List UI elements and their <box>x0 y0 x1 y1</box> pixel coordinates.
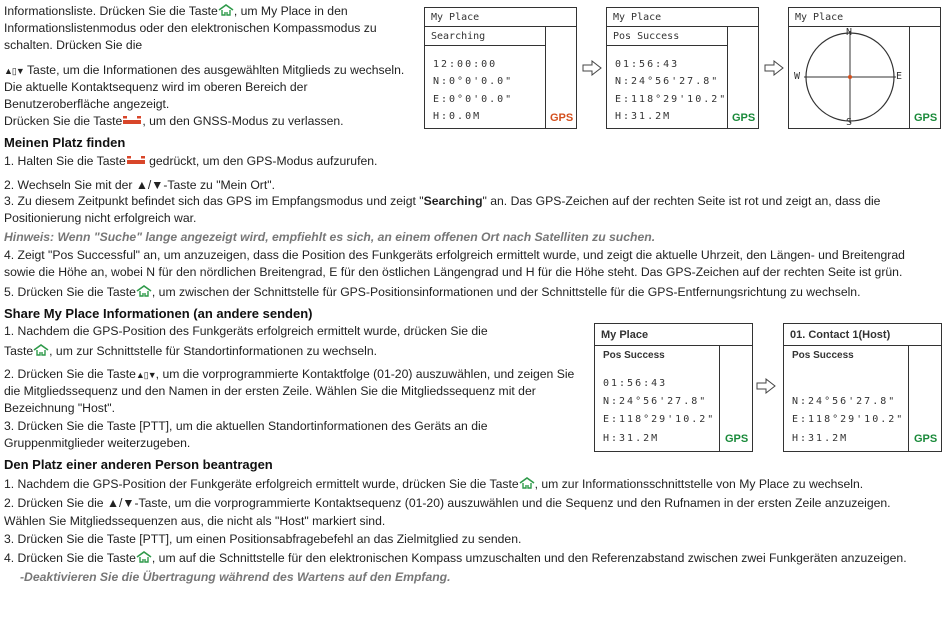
screen-longitude: E:0°0'0.0" <box>433 94 514 105</box>
up-down-key-icon: ▲▯▼ <box>4 66 24 76</box>
sec1-step-4: 4. Zeigt "Pos Successful" an, um anzuzeigen, dass die Position des Funkgeräts erfolgreich ermittelt wurde, und zeigt die aktuelle Uhrzeit, den Längen- und Breitengrad <box>4 248 905 262</box>
sec3-step-2b: Wählen Sie Mitgliedssequenzen aus, die nicht als "Host" markiert sind. <box>4 514 386 528</box>
screen-title: 01. Contact 1(Host) <box>784 324 941 346</box>
arrow-icon <box>764 60 784 76</box>
gps-indicator: GPS <box>725 433 749 445</box>
gps-indicator: GPS <box>550 112 574 124</box>
home-key-icon <box>136 551 152 563</box>
gps-indicator: GPS <box>914 112 938 124</box>
home-key-icon <box>519 477 535 489</box>
compass-south: S <box>846 117 853 128</box>
sec3-step-3: 3. Drücken Sie die Taste [PTT], um einen Positionsabfragebefehl an das Zielmitglied zu senden. <box>4 532 522 546</box>
screen-latitude: N:24°56'27.8" <box>603 396 708 407</box>
screen-time: 12:00:00 <box>433 59 498 70</box>
heading-share-my-place: Share My Place Informationen (an andere senden) <box>4 306 313 321</box>
compass-dial <box>789 27 909 128</box>
intro-line-5: Die aktuelle Kontaktsequenz wird im oberen Bereich der <box>4 80 308 94</box>
sec2-step-3: 3. Drücken Sie die Taste [PTT], um die aktuellen Standortinformationen des Geräts an die <box>4 419 488 433</box>
screen-height: H:31.2M <box>615 111 672 122</box>
sec3-step-2: 2. Drücken Sie die ▲/▼-Taste, um die vorprogrammierte Kontaktsequenz (01-20) auszuwählen und die Sequenz und den Rufnamen in der ersten Zeile anzuzeigen. <box>4 496 891 510</box>
screen-height: H:0.0M <box>433 111 482 122</box>
intro-line-7: Drücken Sie die Taste , um den GNSS-Modus zu verlassen. <box>4 114 344 128</box>
home-key-icon <box>136 285 152 297</box>
screen-time: 01:56:43 <box>603 378 668 389</box>
screen-title: My Place <box>607 8 758 27</box>
screen-latitude: N:0°0'0.0" <box>433 76 514 87</box>
up-down-key-icon: ▲▯▼ <box>135 370 156 380</box>
sec2-step-2b: die Mitgliedssequenz und den Namen in der ersten Zeile. Wählen Sie die Mitgliedssequenz mit der <box>4 384 536 398</box>
screen-title: My Place <box>595 324 752 346</box>
screen-title: My Place <box>425 8 576 27</box>
device-screen-share <box>594 323 753 452</box>
sec2-step-2: 2. Drücken Sie die Taste▲▯▼, um die vorprogrammierte Kontaktfolge (01-20) auszuwählen, und zeigen Sie <box>4 366 574 384</box>
screen-status: Searching <box>425 27 545 46</box>
sec1-step-5: 5. Drücken Sie die Taste , um zwischen der Schnittstelle für GPS-Positionsinformationen und der Schnittstelle für die GPS-Entfernungsrichtung zu wechseln. <box>4 285 861 299</box>
sec1-hint: Hinweis: Wenn "Suche" lange angezeigt wird, empfiehlt es sich, an einem offenen Ort nach Satelliten zu suchen. <box>4 230 656 244</box>
device-screen-compass <box>788 7 941 129</box>
sec2-step-3b: Gruppenmitglieder weiterzugeben. <box>4 436 191 450</box>
screen-time: 01:56:43 <box>615 59 680 70</box>
arrow-icon <box>582 60 602 76</box>
compass-west: W <box>794 71 801 82</box>
screen-height: H:31.2M <box>792 433 849 444</box>
sec1-step-1: 1. Halten Sie die Taste gedrückt, um den GPS-Modus aufzurufen. <box>4 154 378 168</box>
device-screen-searching <box>424 7 577 129</box>
home-key-icon <box>218 4 234 16</box>
screen-height: H:31.2M <box>603 433 660 444</box>
screen-longitude: E:118°29'10.2" <box>792 414 905 425</box>
heading-find-my-place: Meinen Platz finden <box>4 135 126 150</box>
sec3-note: -Deaktivieren Sie die Übertragung während des Wartens auf den Empfang. <box>20 570 451 584</box>
sec1-step-2: 2. Wechseln Sie mit der ▲/▼-Taste zu "Mein Ort". <box>4 178 275 192</box>
exit-key-icon <box>126 155 146 165</box>
screen-status: Pos Success <box>607 27 727 46</box>
arrow-icon <box>756 378 776 394</box>
intro-line-3: schalten. Drücken Sie die <box>4 38 143 52</box>
compass-east: E <box>896 71 903 82</box>
sec2-step-1: 1. Nachdem die GPS-Position des Funkgeräts erfolgreich ermittelt wurde, drücken Sie die <box>4 324 488 338</box>
compass-north: N <box>846 27 853 38</box>
intro-line-2: Informationslistenmodus oder den elektronischen Kompassmodus zu <box>4 21 377 35</box>
exit-key-icon <box>122 115 142 125</box>
sec1-step-4b: sowie die Höhe an, wobei N für den nördlichen Breitengrad, E für den östlichen Längengrad und H für die Höhe steht. Das GPS-Zeichen auf der rechten Seite ist grün. <box>4 265 903 279</box>
sec1-step-3b: Positionierung nicht erfolgreich war. <box>4 211 197 225</box>
screen-longitude: E:118°29'10.2" <box>603 414 716 425</box>
screen-status: Pos Success <box>792 350 854 361</box>
device-screen-pos-success <box>606 7 759 129</box>
home-key-icon <box>33 344 49 356</box>
sec2-step-2c: Bezeichnung "Host". <box>4 401 115 415</box>
sec3-step-4: 4. Drücken Sie die Taste , um auf die Schnittstelle für den elektronischen Kompass umzuschalten und den Referenzabstand zwischen zwei Funkgeräten anzuzeigen. <box>4 551 907 565</box>
heading-request-place: Den Platz einer anderen Person beantragen <box>4 457 273 472</box>
gps-indicator: GPS <box>732 112 756 124</box>
gps-indicator: GPS <box>914 433 938 445</box>
intro-line-1: Informationsliste. Drücken Sie die Taste , um My Place in den <box>4 4 348 18</box>
intro-line-4: ▲▯▼ Taste, um die Informationen des ausgewählten Mitglieds zu wechseln. <box>4 62 404 80</box>
sec3-step-1: 1. Nachdem die GPS-Position der Funkgeräte erfolgreich ermittelt wurde, drücken Sie die Taste , um zur Informationsschnittstelle von My Place zu wechseln. <box>4 477 864 491</box>
screen-status: Pos Success <box>603 350 665 361</box>
sec1-step-3: 3. Zu diesem Zeitpunkt befindet sich das GPS im Empfangsmodus und zeigt "Searching" an. Das GPS-Zeichen auf der rechten Seite ist rot und zeigt an, dass die <box>4 194 881 208</box>
screen-longitude: E:118°29'10.2" <box>615 94 728 105</box>
intro-line-6: Benutzeroberfläche angezeigt. <box>4 97 170 111</box>
screen-title: My Place <box>789 8 940 27</box>
screen-latitude: N:24°56'27.8" <box>792 396 897 407</box>
screen-latitude: N:24°56'27.8" <box>615 76 720 87</box>
device-screen-contact-host <box>783 323 942 452</box>
sec2-step-1b: Taste , um zur Schnittstelle für Standortinformationen zu wechseln. <box>4 344 378 358</box>
